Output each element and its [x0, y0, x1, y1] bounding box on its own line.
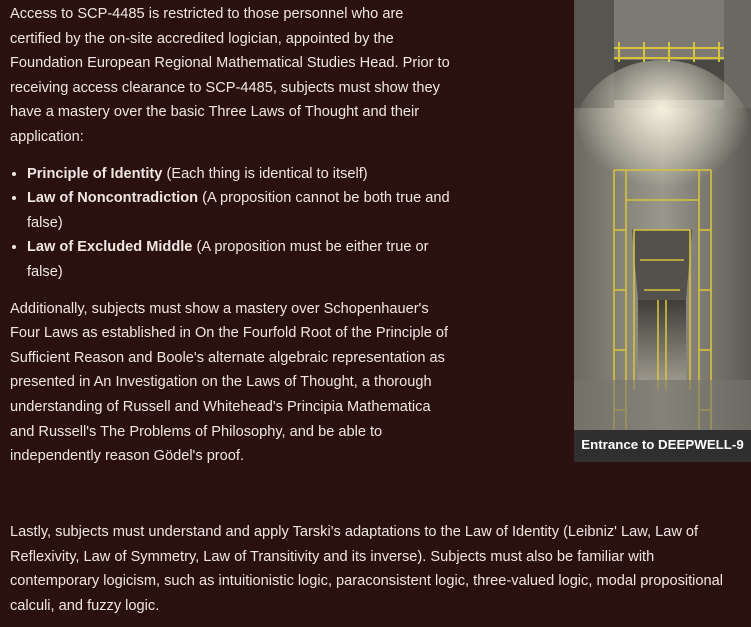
laws-list	[10, 162, 455, 285]
list-item	[27, 162, 455, 187]
law-name: Law of Excluded Middle	[27, 239, 193, 256]
law-description: (A proposition must be either true or false)	[27, 239, 429, 280]
law-name: Principle of Identity	[27, 165, 163, 182]
law-name: Law of Noncontradiction	[27, 190, 199, 207]
lastly-paragraph: Lastly, subjects must understand and apply Tarski's adaptations to the Law of Identity (Leibniz' Law, Law of Reflexivity, Law of Symmetry, Law of Transitivity and its inverse). Subjects must also be familiar with contemporary logicism, such as intuitionistic logic, paraconsistent logic, three-valued logic, modal propositional calculi, and fuzzy logic.	[10, 524, 724, 614]
additional-paragraph: Additionally, subjects must show a mastery over Schopenhauer's Four Laws as established in On the Fourfold Root of the Principle of Sufficient Reason and Boole's alternate algebraic representation as presented in An Investigation on the Laws of Thought, a thorough understanding of Russell and Whitehead's Principia Mathematica and Russell's The Problems of Philosophy, and be able to independently reason Gödel's proof.	[10, 300, 449, 465]
document-body	[10, 2, 455, 481]
figure-box	[574, 0, 751, 462]
law-description: (Each thing is identical to itself)	[162, 165, 368, 182]
figure-caption: Entrance to DEEPWELL-9	[574, 430, 751, 462]
intro-paragraph: Access to SCP-4485 is restricted to those personnel who are certified by the on-site accredited logician, appointed by the Foundation European Regional Mathematical Studies Head. Prior to receiving access clearance to SCP-4485, subjects must show they have a mastery over the basic Three Laws of Thought and their application:	[10, 6, 450, 145]
deepwell-photo	[574, 0, 751, 430]
list-item	[27, 235, 455, 284]
law-description: (A proposition cannot be both true and false)	[27, 190, 450, 231]
list-item	[27, 186, 455, 235]
